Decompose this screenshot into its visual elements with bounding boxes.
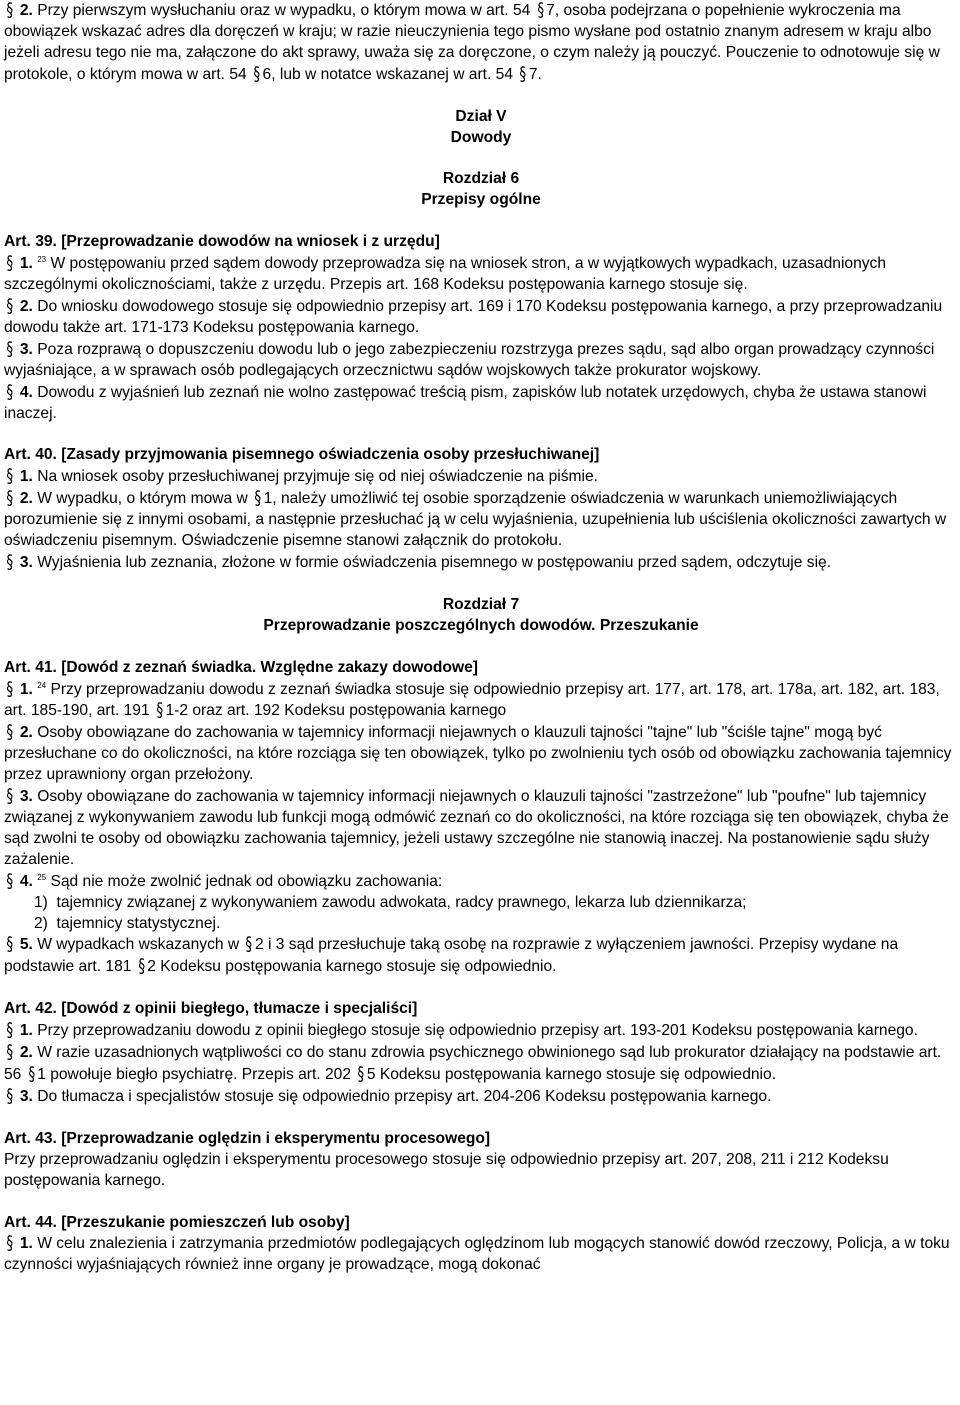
section-sign: § (519, 62, 527, 85)
article-42-par-2 (4, 1042, 958, 1086)
division-name: Dowody (450, 128, 512, 146)
article-42-par-3 (4, 1086, 958, 1108)
section-sign: § (6, 1040, 14, 1064)
paragraph-text: 1 powołuje biegło psychiatrę. Przepis art. 202 (37, 1065, 351, 1083)
chapter-name: Przeprowadzanie poszczególnych dowodów. Przeszukanie (263, 616, 699, 634)
section-sign: § (537, 0, 544, 22)
article-40-par-2 (4, 488, 958, 552)
section-sign: § (254, 486, 262, 510)
paragraph-number: 2. (19, 490, 33, 508)
article-39-par-1 (4, 253, 958, 296)
chapter-name: Przepisy ogólne (421, 191, 541, 209)
paragraph-text: W postępowaniu przed sądem dowody przeprowadza się na wniosek stron, a w wyjątkowych wypadkach, uzasadnionych szczególnymi okolicznościami, także z urzędu. Przepis art. 168 Kodeksu postępowania karnego stosuje się. (4, 255, 887, 294)
paragraph-number: 3. (19, 1087, 33, 1105)
division-title: Dział V (455, 107, 507, 125)
paragraph-text: Sąd nie może zwolnić jednak od obowiązku zachowania: (50, 872, 443, 890)
section-sign: § (6, 1084, 14, 1108)
article-44-par-1 (4, 1233, 958, 1276)
paragraph-number: 1. (19, 255, 33, 273)
paragraph-number: 1. (19, 468, 33, 486)
section-sign: § (28, 1062, 35, 1086)
section-sign: § (6, 251, 14, 275)
article-44-heading: Art. 44. [Przeszukanie pomieszczeń lub osoby] (4, 1213, 350, 1231)
section-sign: § (138, 954, 145, 978)
paragraph-number: 3. (19, 788, 33, 806)
paragraph-text: 6, lub w notatce wskazanej w art. 54 (262, 65, 514, 83)
paragraph-text: W wypadkach wskazanych w (37, 936, 240, 954)
paragraph-number: 3. (19, 340, 33, 358)
section-sign: § (6, 784, 14, 808)
paragraph-text: 5 Kodeksu postępowania karnego stosuje się odpowiednio. (366, 1065, 777, 1083)
paragraph-text: W wypadku, o którym mowa w (37, 490, 248, 508)
paragraph-2 (4, 0, 958, 86)
paragraph-number: 1. (19, 1022, 33, 1040)
article-40-par-1 (4, 466, 958, 488)
paragraph-text: Na wniosek osoby przesłuchiwanej przyjmuje się od niej oświadczenie na piśmie. (37, 468, 598, 486)
article-41-par-4 (4, 871, 958, 893)
article-39-heading: Art. 39. [Przeprowadzanie dowodów na wniosek i z urzędu] (4, 233, 440, 251)
section-sign: § (6, 677, 14, 700)
article-41-par-3 (4, 786, 958, 871)
paragraph-text: W razie uzasadnionych wątpliwości co do stanu zdrowia psychicznego obwinionego sąd lub prokurator działający na podstawie art. 56 (4, 1044, 942, 1083)
paragraph-text: Do tłumacza i specjalistów stosuje się odpowiednio przepisy art. 204-206 Kodeksu postępowania karnego. (37, 1087, 772, 1105)
paragraph-text: Dowodu z wyjaśnień lub zeznań nie wolno zastępować treścią pism, zapisków lub notatek urzędowych, chyba że ustawa stanowi inaczej. (4, 383, 927, 422)
article-39-par-2 (4, 296, 958, 339)
section-sign: § (357, 1062, 365, 1086)
section-sign: § (245, 933, 253, 956)
section-sign: § (6, 1232, 14, 1255)
article-41-heading: Art. 41. [Dowód z zeznań świadka. Względne zakazy dowodowe] (4, 658, 478, 676)
section-sign: § (6, 0, 14, 22)
paragraph-text: 2 Kodeksu postępowania karnego stosuje się odpowiednio. (147, 958, 557, 976)
section-sign: § (6, 933, 14, 956)
list-item: 2) tajemnicy statystycznej. (34, 914, 221, 932)
article-41-par-1 (4, 679, 958, 723)
article-39-par-4 (4, 382, 958, 425)
paragraph-text: Osoby obowiązane do zachowania w tajemnicy informacji niejawnych o klauzuli tajności "zastrzeżone" lub "poufne" lub tajemnicy związanej z wykonywaniem zawodu lub funkcji mogą odmówić zeznań co do okoliczności, na które rozciąga się ten obowiązek, chyba że sąd zwolni te osoby od obowiązku zachowania tajemnicy, jeżeli ustawy szczególne nie stanowią inaczej. Na postanowienie sądu służy zażalenie. (4, 788, 949, 868)
paragraph-number: 1. (19, 680, 33, 698)
section-sign: § (6, 1018, 14, 1042)
paragraph-text: Wyjaśnienia lub zeznania, złożone w formie oświadczenia pisemnego w postępowaniu przed sądem, odczytuje się. (37, 553, 832, 571)
footnote-marker: 23 (37, 255, 47, 265)
paragraph-number: 1. (19, 1235, 33, 1253)
section-sign: § (6, 869, 14, 892)
section-sign: § (6, 486, 14, 510)
section-sign: § (156, 699, 164, 722)
footnote-marker: 24 (37, 680, 47, 690)
chapter-title: Rozdział 7 (442, 595, 520, 613)
section-sign: § (6, 337, 14, 360)
paragraph-text: 1, należy umożliwić tej osobie sporządzenie oświadczenia w warunkach uniemożliwiających porozumienie się z innymi osobami, a następnie przesłuchać ją w celu wyjaśnienia, uzupełnienia lub uściślenia okoliczności zawartych w oświadczeniu pisemnym. Oświadczenie pisemne stanowi załącznik do protokołu. (4, 490, 947, 550)
article-43-text: Przy przeprowadzaniu oględzin i eksperymentu procesowego stosuje się odpowiednio przepisy art. 207, 208, 211 i 212 Kodeksu postępowania karnego. (4, 1150, 889, 1189)
paragraph-text: Przy pierwszym wysłuchaniu oraz w wypadku, o którym mowa w art. 54 (37, 2, 531, 19)
paragraph-text: Przy przeprowadzaniu dowodu z zeznań świadka stosuje się odpowiednio przepisy art. 177, art. 178, art. 178a, art. 182, art. 183, art. 185-190, art. 191 (4, 680, 940, 720)
article-43-heading: Art. 43. [Przeprowadzanie oględzin i eksperymentu procesowego] (4, 1129, 491, 1147)
paragraph-number: 2. (19, 1044, 33, 1062)
article-39-par-3 (4, 339, 958, 382)
list-item: 1) tajemnicy związanej z wykonywaniem zawodu adwokata, radcy prawnego, lekarza lub dziennikarza; (34, 893, 747, 911)
paragraph-text: Poza rozprawą o dopuszczeniu dowodu lub o jego zabezpieczeniu rozstrzyga prezes sądu, sąd albo organ prowadzący czynności wyjaśniające, a w sprawach osób podlegających orzecznictwu sądów wojskowych także prokurator wojskowy. (4, 340, 935, 379)
article-40-heading: Art. 40. [Zasady przyjmowania pisemnego oświadczenia osoby przesłuchiwanej] (4, 446, 600, 464)
section-sign: § (6, 464, 14, 488)
paragraph-number: 4. (19, 383, 33, 401)
paragraph-text: Osoby obowiązane do zachowania w tajemnicy informacji niejawnych o klauzuli tajności "tajne" lub "ściśle tajne" mogą być przesłuchane co do okoliczności, na które rozciąga się ten obowiązek, tylko po zwolnieniu tych osób od obowiązku zachowania tajemnicy przez uprawniony organ przełożony. (4, 724, 952, 784)
paragraph-number: 2. (19, 724, 33, 742)
section-sign: § (6, 721, 14, 744)
paragraph-number: 2. (19, 2, 33, 19)
section-sign: § (253, 62, 261, 85)
paragraph-number: 5. (19, 936, 33, 954)
article-40-par-3 (4, 552, 958, 574)
section-sign: § (6, 550, 14, 574)
paragraph-text: 7, osoba podejrzana o popełnienie wykroczenia ma obowiązek wskazać adres dla doręczeń w kraju; w razie nieuczynienia tego pismo wysłane pod ostatnio znanym adresem w kraju albo jeżeli adresu tego nie ma, załączone do akt sprawy, uważa się za doręczone, o czym należy ją pouczyć. Pouczenie to odnotowuje się w protokole, o którym mowa w art. 54 (4, 2, 940, 83)
paragraph-text: 2 i 3 sąd przesłuchuje taką osobę na rozprawie z wyłączeniem jawności. Przepisy wydane na podstawie art. 181 (4, 936, 899, 976)
chapter-title: Rozdział 6 (442, 170, 520, 188)
paragraph-number: 4. (19, 872, 33, 890)
article-42-par-1 (4, 1020, 958, 1042)
section-sign: § (6, 294, 14, 318)
article-42-heading: Art. 42. [Dowód z opinii biegłego, tłumacze i specjaliści] (4, 1000, 418, 1018)
paragraph-text: 7. (528, 65, 542, 83)
paragraph-text: Przy przeprowadzaniu dowodu z opinii biegłego stosuje się odpowiednio przepisy art. 193-201 Kodeksu postępowania karnego. (37, 1022, 918, 1040)
section-sign: § (6, 380, 14, 403)
article-41-par-5 (4, 934, 958, 978)
paragraph-number: 3. (19, 553, 33, 571)
paragraph-text: 1-2 oraz art. 192 Kodeksu postępowania karnego (165, 702, 507, 720)
paragraph-text: Do wniosku dowodowego stosuje się odpowiednio przepisy art. 169 i 170 Kodeksu postępowania karnego, a przy przeprowadzaniu dowodu także art. 171-173 Kodeksu postępowania karnego. (4, 297, 943, 336)
paragraph-text: W celu znalezienia i zatrzymania przedmiotów podlegających oględzinom lub mogących stanowić dowód rzeczowy, Policja, a w toku czynności wyjaśniających również inne organy je prowadzące, mogą dokonać (4, 1235, 950, 1274)
article-41-par-2 (4, 722, 958, 786)
footnote-marker: 25 (37, 872, 47, 882)
paragraph-number: 2. (19, 297, 33, 315)
